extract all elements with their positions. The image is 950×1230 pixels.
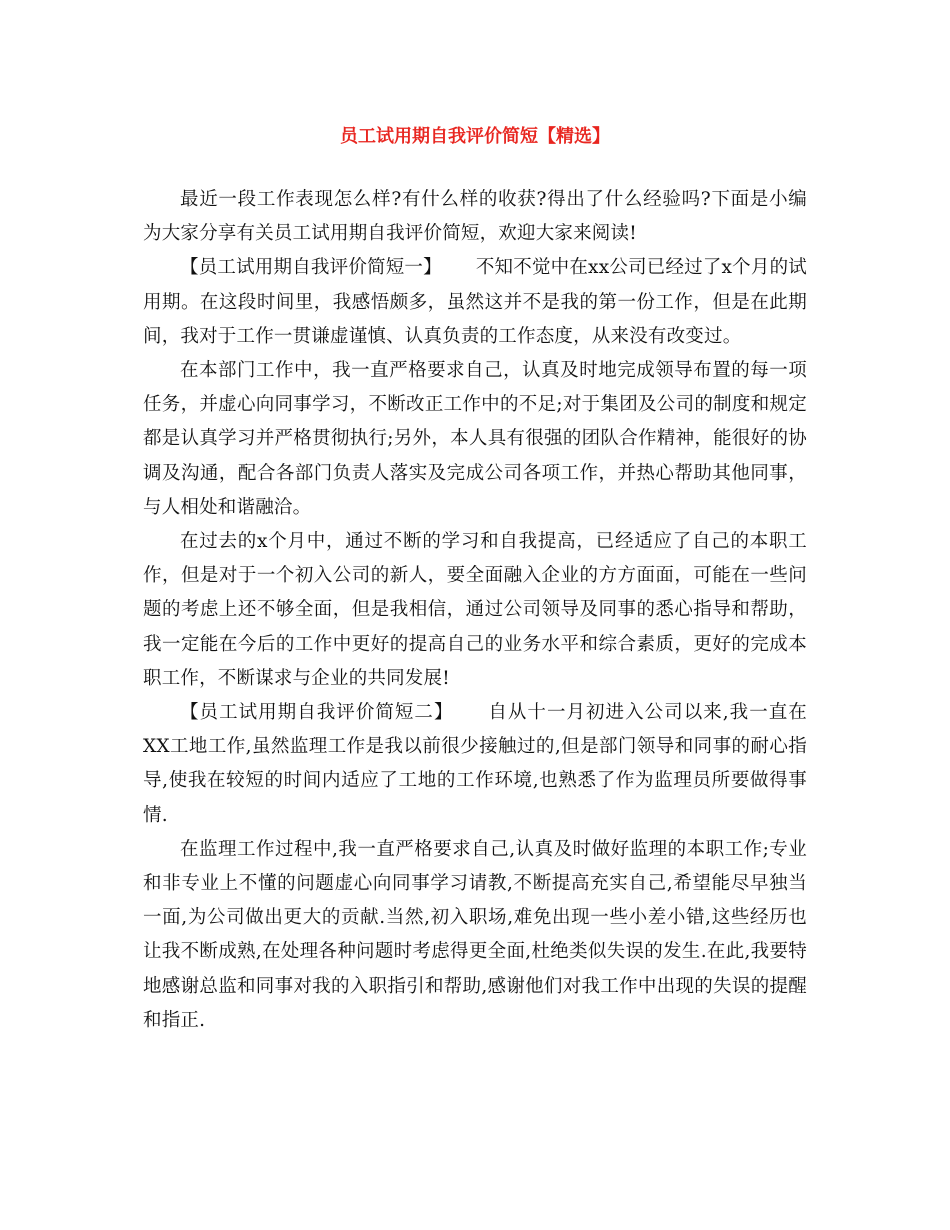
paragraph-intro	[143, 183, 807, 251]
section-heading: 【员工试用期自我评价简短二】	[180, 702, 454, 724]
section-heading: 【员工试用期自我评价简短一】	[180, 257, 442, 279]
paragraph-text: 最近一段工作表现怎么样?有什么样的收获?得出了什么经验吗?下面是小编为大家分享有关员工试用期自我评价简短，欢迎大家来阅读!	[143, 189, 807, 245]
paragraph-section-two	[143, 696, 807, 833]
paragraph-body	[143, 525, 807, 696]
paragraph-body	[143, 833, 807, 1038]
paragraph-text: 在本部门工作中，我一直严格要求自己，认真及时地完成领导布置的每一项任务，并虚心向同事学习，不断改正工作中的不足;对于集团及公司的制度和规定都是认真学习并严格贯彻执行;另外，本人具有很强的团队合作精神，能很好的协调及沟通，配合各部门负责人落实及完成公司各项工作，并热心帮助其他同事，与人相处和谐融洽。	[143, 360, 807, 518]
paragraph-text: 在监理工作过程中,我一直严格要求自己,认真及时做好监理的本职工作;专业和非专业上不懂的问题虚心向同事学习请教,不断提高充实自己,希望能尽早独当一面,为公司做出更大的贡献.当然,初入职场,难免出现一些小差小错,这些经历也让我不断成熟,在处理各种问题时考虑得更全面,杜绝类似失误的发生.在此,我要特地感谢总监和同事对我的入职指引和帮助,感谢他们对我工作中出现的失误的提醒和指正.	[143, 838, 807, 1031]
document-title: 员工试用期自我评价简短【精选】	[340, 126, 610, 147]
paragraph-text: 自从十一月初进入公司以来,我一直在XX工地工作,虽然监理工作是我以前很少接触过的,但是部门领导和同事的耐心指导,使我在较短的时间内适应了工地的工作环境,也熟悉了作为监理员所要做得事情.	[143, 702, 807, 826]
paragraph-body	[143, 354, 807, 525]
paragraph-section-one	[143, 251, 807, 354]
paragraph-text: 在过去的x个月中，通过不断的学习和自我提高，已经适应了自己的本职工作，但是对于一个初入公司的新人，要全面融入企业的方方面面，可能在一些问题的考虑上还不够全面，但是我相信，通过公司领导及同事的悉心指导和帮助，我一定能在今后的工作中更好的提高自己的业务水平和综合素质，更好的完成本职工作，不断谋求与企业的共同发展!	[143, 531, 807, 689]
document-body	[143, 183, 807, 1038]
paragraph-text: 不知不觉中在xx公司已经过了x个月的试用期。在这段时间里，我感悟颇多，虽然这并不是我的第一份工作，但是在此期间，我对于工作一贯谦虚谨慎、认真负责的工作态度，从来没有改变过。	[143, 257, 807, 347]
